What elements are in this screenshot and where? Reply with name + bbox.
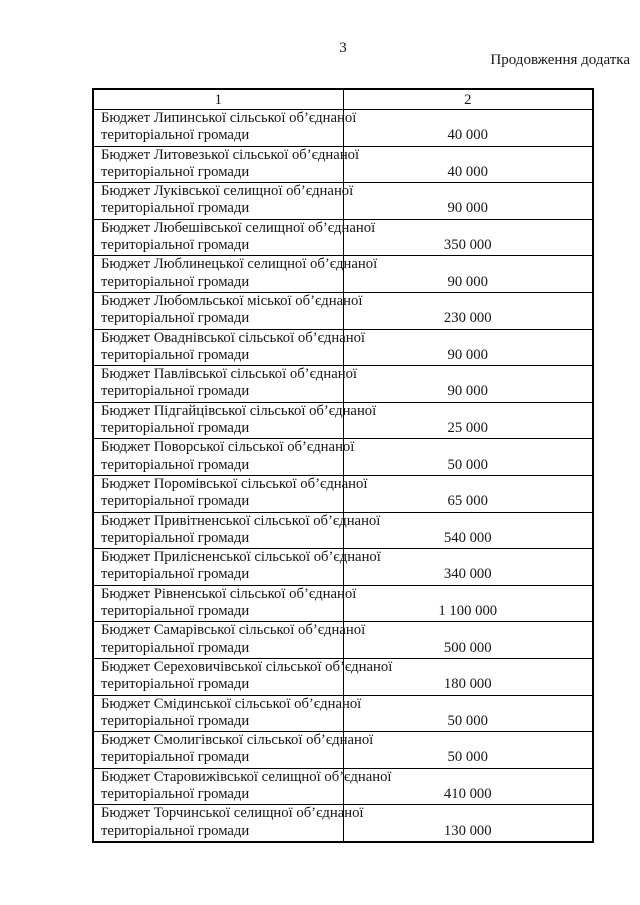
table-header-row [93,89,593,110]
budget-name-line1: Бюджет Любомльської міської об’єднаної [101,292,363,309]
budget-value-cell: 50 000 [343,695,593,732]
budget-value-cell: 25 000 [343,402,593,439]
page-number: 3 [339,40,347,56]
budget-value-cell: 180 000 [343,658,593,695]
budget-name-line2: територіальної громади [101,456,250,473]
budget-name-line2: територіальної громади [101,310,250,327]
budget-name-line1: Бюджет Люблинецької селищної об’єднаної [101,256,378,273]
table-row [93,366,593,403]
budget-name-line2: територіальної громади [101,822,250,839]
budget-name-line1: Бюджет Старовижівської селищної об’єднаної [101,768,392,785]
budget-name-line2: територіальної громади [101,127,250,144]
budget-name-line1: Бюджет Рівненської сільської об’єднаної [101,585,357,602]
table-row [93,475,593,512]
budget-name-line1: Бюджет Торчинської селищної об’єднаної [101,805,364,822]
budget-name-line2: територіальної громади [101,603,250,620]
budget-name-cell [93,585,357,622]
budget-name-line2: територіальної громади [101,712,250,729]
budget-name-cell [93,329,366,366]
budget-table [92,88,594,843]
budget-name-line1: Бюджет Оваднівської сільської об’єднаної [101,329,366,346]
budget-value-cell: 130 000 [343,805,593,842]
table-row [93,439,593,476]
budget-name-line2: територіальної громади [101,163,250,180]
budget-value-cell: 50 000 [343,439,593,476]
budget-value-cell: 540 000 [343,512,593,549]
budget-value-cell: 90 000 [343,256,593,293]
budget-name-cell [93,549,381,586]
budget-value-cell: 65 000 [343,475,593,512]
table-row [93,219,593,256]
budget-name-line2: територіальної громади [101,237,250,254]
table-row [93,110,593,147]
budget-name-line2: територіальної громади [101,529,250,546]
budget-name-cell [93,219,376,256]
budget-name-line1: Бюджет Литовезької сільської об’єднаної [101,146,360,163]
budget-value-cell: 1 100 000 [343,585,593,622]
budget-name-cell [93,366,358,403]
budget-name-line2: територіальної громади [101,785,250,802]
budget-name-line2: територіальної громади [101,420,250,437]
appendix-continuation-label: Продовження додатка [490,52,630,68]
budget-value-cell: 90 000 [343,183,593,220]
budget-name-line2: територіальної громади [101,273,250,290]
budget-value-cell: 500 000 [343,622,593,659]
budget-name-line2: територіальної громади [101,346,250,363]
budget-name-line1: Бюджет Павлівської сільської об’єднаної [101,366,358,383]
table-row [93,402,593,439]
budget-name-cell [93,732,374,769]
budget-name-cell [93,805,364,842]
column-header-2: 2 [343,89,593,110]
budget-name-line1: Бюджет Самарівської сільської об’єднаної [101,622,366,639]
budget-name-line1: Бюджет Поворської сільської об’єднаної [101,439,355,456]
table-row [93,658,593,695]
budget-name-line1: Бюджет Сереховичівської сільської об’єднаної [101,658,393,675]
budget-name-line1: Бюджет Підгайцівської сільської об’єднаної [101,402,377,419]
budget-name-line2: територіальної громади [101,639,250,656]
table-row [93,732,593,769]
budget-name-cell [93,439,355,476]
table-row [93,549,593,586]
budget-name-cell [93,402,377,439]
budget-name-line1: Бюджет Луківської селищної об’єднаної [101,183,354,200]
table-row [93,622,593,659]
table-row [93,329,593,366]
budget-name-cell [93,658,393,695]
budget-name-cell [93,256,378,293]
budget-name-line1: Бюджет Привітненської сільської об’єднаної [101,512,381,529]
budget-name-line2: територіальної громади [101,493,250,510]
budget-name-cell [93,110,357,147]
budget-value-cell: 230 000 [343,292,593,329]
budget-name-line1: Бюджет Поромівської сільської об’єднаної [101,475,368,492]
table-row [93,183,593,220]
budget-name-cell [93,146,360,183]
budget-name-line2: територіальної громади [101,200,250,217]
budget-name-cell [93,695,362,732]
budget-value-cell: 350 000 [343,219,593,256]
budget-name-cell [93,768,392,805]
budget-name-line2: територіальної громади [101,676,250,693]
budget-value-cell: 90 000 [343,366,593,403]
table-row [93,512,593,549]
budget-name-cell [93,183,354,220]
table-row [93,256,593,293]
table-row [93,292,593,329]
budget-name-line1: Бюджет Смідинської сільської об’єднаної [101,695,362,712]
budget-value-cell: 340 000 [343,549,593,586]
budget-name-cell [93,512,381,549]
budget-value-cell: 90 000 [343,329,593,366]
budget-name-line2: територіальної громади [101,749,250,766]
budget-name-cell [93,292,363,329]
budget-name-line2: територіальної громади [101,383,250,400]
column-header-1: 1 [93,89,343,110]
budget-name-cell [93,622,366,659]
table-row [93,585,593,622]
budget-name-cell [93,475,368,512]
table-row [93,146,593,183]
table-row [93,695,593,732]
budget-value-cell: 50 000 [343,732,593,769]
budget-name-line1: Бюджет Прилісненської сільської об’єднаної [101,549,381,566]
budget-value-cell: 410 000 [343,768,593,805]
budget-name-line1: Бюджет Липинської сільської об’єднаної [101,110,357,126]
budget-name-line1: Бюджет Любешівської селищної об’єднаної [101,219,376,236]
budget-value-cell: 40 000 [343,146,593,183]
table-row [93,768,593,805]
budget-name-line2: територіальної громади [101,566,250,583]
budget-name-line1: Бюджет Смолигівської сільської об’єднаної [101,732,374,749]
table-row [93,805,593,842]
budget-value-cell: 40 000 [343,110,593,147]
